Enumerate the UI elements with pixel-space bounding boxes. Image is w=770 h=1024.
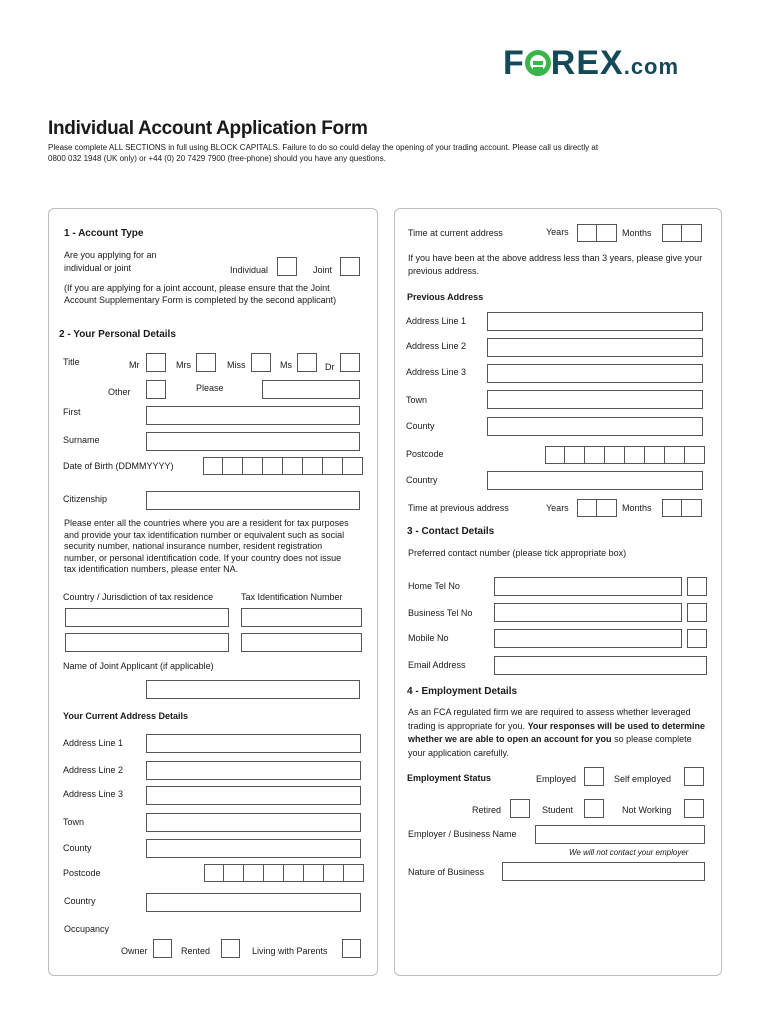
home-tel-label: Home Tel No — [408, 581, 460, 591]
section-2-heading: 2 - Your Personal Details — [59, 329, 176, 340]
surname-label: Surname — [63, 435, 100, 445]
rented-label: Rented — [181, 946, 211, 956]
no-contact-note: We will not contact your employer — [569, 848, 689, 857]
section-4-heading: 4 - Employment Details — [407, 686, 518, 697]
previous-address-heading: Previous Address — [407, 292, 484, 302]
time-current-years-input[interactable] — [577, 224, 617, 242]
preferred-contact-label: Preferred contact number (please tick appropriate box) — [408, 548, 627, 558]
tax-country-input-2[interactable] — [65, 633, 229, 652]
student-checkbox[interactable] — [584, 799, 604, 818]
first-name-input[interactable] — [146, 406, 360, 425]
email-label: Email Address — [408, 660, 466, 670]
first-name-label: First — [63, 407, 81, 417]
self-employed-checkbox[interactable] — [684, 767, 704, 786]
current-address-heading: Your Current Address Details — [63, 711, 189, 721]
mrs-checkbox[interactable] — [196, 353, 216, 372]
addr-line2-label: Address Line 2 — [63, 765, 124, 775]
logo-suffix: .com — [623, 54, 680, 79]
individual-label: Individual — [230, 265, 269, 275]
employment-status-label: Employment Status — [407, 773, 492, 783]
citizenship-input[interactable] — [146, 491, 360, 510]
country-input[interactable] — [146, 893, 361, 912]
employer-input[interactable] — [535, 825, 705, 844]
tin-input-2[interactable] — [241, 633, 362, 652]
employed-checkbox[interactable] — [584, 767, 604, 786]
addr-line3-label: Address Line 3 — [63, 789, 124, 799]
previous-address-note: If you have been at the above address less than 3 years, please give your previous address. — [408, 253, 703, 276]
dob-input[interactable] — [203, 457, 363, 475]
miss-label: Miss — [227, 360, 246, 370]
mobile-checkbox[interactable] — [687, 629, 707, 648]
email-input[interactable] — [494, 656, 707, 675]
prev-country-input[interactable] — [487, 471, 703, 490]
country-label: Country — [64, 896, 96, 906]
fca-para-c: so please complete your application carefully. — [408, 734, 692, 758]
business-tel-checkbox[interactable] — [687, 603, 707, 622]
town-input[interactable] — [146, 813, 361, 832]
prev-line1-input[interactable] — [487, 312, 703, 331]
surname-input[interactable] — [146, 432, 360, 451]
postcode-label: Postcode — [63, 868, 101, 878]
home-tel-checkbox[interactable] — [687, 577, 707, 596]
time-current-months-input[interactable] — [662, 224, 702, 242]
joint-checkbox[interactable] — [340, 257, 360, 276]
title-label: Title — [63, 357, 80, 367]
prev-line2-input[interactable] — [487, 338, 703, 357]
home-tel-input[interactable] — [494, 577, 682, 596]
mr-checkbox[interactable] — [146, 353, 166, 372]
self-employed-label: Self employed — [614, 774, 672, 784]
prev-line3-label: Address Line 3 — [406, 367, 467, 377]
fca-para-b: Your responses will be used to determine whether we are able to open an account for you — [408, 720, 705, 744]
other-title-input[interactable] — [262, 380, 360, 399]
ms-label: Ms — [280, 360, 292, 370]
rented-checkbox[interactable] — [221, 939, 240, 958]
business-tel-label: Business Tel No — [408, 608, 473, 618]
addr-line1-input[interactable] — [146, 734, 361, 753]
parents-label: Living with Parents — [252, 946, 328, 956]
joint-label: Joint — [313, 265, 333, 275]
county-input[interactable] — [146, 839, 361, 858]
postcode-input[interactable] — [204, 864, 364, 882]
owner-checkbox[interactable] — [153, 939, 172, 958]
mobile-input[interactable] — [494, 629, 682, 648]
fca-para-a: As an FCA regulated firm we are required to assess whether leveraged trading is appropriate for you. — [408, 707, 691, 731]
prev-line3-input[interactable] — [487, 364, 703, 383]
tax-country-input-1[interactable] — [65, 608, 229, 627]
forex-logo — [503, 44, 679, 83]
months-label: Months — [622, 228, 652, 238]
tin-label: Tax Identification Number — [241, 592, 343, 602]
months-label-2: Months — [622, 503, 652, 513]
county-label: County — [63, 843, 92, 853]
mobile-label: Mobile No — [408, 633, 449, 643]
country-tax-label: Country / Jurisdiction of tax residence — [63, 592, 214, 602]
parents-checkbox[interactable] — [342, 939, 361, 958]
individual-checkbox[interactable] — [277, 257, 297, 276]
not-working-label: Not Working — [622, 805, 672, 815]
dr-checkbox[interactable] — [340, 353, 360, 372]
time-prev-years-input[interactable] — [577, 499, 617, 517]
dob-label: Date of Birth (DDMMYYYY) — [63, 461, 174, 471]
other-label: Other — [108, 387, 131, 397]
forex-o-icon — [525, 50, 551, 76]
nature-label: Nature of Business — [408, 867, 485, 877]
years-label-2: Years — [546, 503, 569, 513]
account-type-question: Are you applying for an individual or joint — [64, 250, 157, 273]
prev-town-label: Town — [406, 395, 428, 405]
retired-checkbox[interactable] — [510, 799, 530, 818]
page-title: Individual Account Application Form — [48, 118, 368, 139]
mrs-label: Mrs — [176, 360, 191, 370]
prev-county-label: County — [406, 421, 435, 431]
tax-note: Please enter all the countries where you are a resident for tax purposes and provide your tax identification number or equivalent such as social security number, national insurance number, resident registration number, or personal identification code. If your country does not issue tax identification numbers, please enter NA. — [64, 518, 349, 575]
town-label: Town — [63, 817, 85, 827]
logo-letters-rex: REX — [550, 44, 624, 82]
nature-input[interactable] — [502, 862, 705, 881]
section-3-heading: 3 - Contact Details — [407, 526, 495, 537]
employed-label: Employed — [536, 774, 577, 784]
addr-line3-input[interactable] — [146, 786, 361, 805]
employer-label: Employer / Business Name — [408, 829, 517, 839]
joint-name-label: Name of Joint Applicant (if applicable) — [63, 661, 214, 671]
mr-label: Mr — [129, 360, 140, 370]
please-specify-label: Please — [196, 383, 224, 393]
logo-letter-f: F — [503, 44, 525, 82]
tin-input-1[interactable] — [241, 608, 362, 627]
occupancy-label: Occupancy — [64, 924, 110, 934]
intro-text: Please complete ALL SECTIONS in full using BLOCK CAPITALS. Failure to do so could delay the opening of your trading account. Please call us directly at 0800 032 1948 (UK only) or +44 (0) 20 7429 7900 (free-phone) should you have any questions. — [48, 143, 599, 163]
prev-postcode-input[interactable] — [545, 446, 705, 464]
addr-line1-label: Address Line 1 — [63, 738, 124, 748]
citizenship-label: Citizenship — [63, 494, 108, 504]
addr-line2-input[interactable] — [146, 761, 361, 780]
joint-note: (If you are applying for a joint account, please ensure that the Joint Account Supplementary Form is completed by the second applicant) — [64, 283, 337, 305]
dr-label: Dr — [325, 362, 335, 372]
prev-line2-label: Address Line 2 — [406, 341, 467, 351]
section-1-heading: 1 - Account Type — [64, 228, 144, 239]
prev-town-input[interactable] — [487, 390, 703, 409]
prev-line1-label: Address Line 1 — [406, 316, 467, 326]
owner-label: Owner — [121, 946, 148, 956]
student-label: Student — [542, 805, 574, 815]
time-prev-label: Time at previous address — [408, 503, 509, 513]
miss-checkbox[interactable] — [251, 353, 271, 372]
prev-country-label: Country — [406, 475, 438, 485]
fca-paragraph — [408, 706, 708, 760]
time-current-label: Time at current address — [408, 228, 503, 238]
business-tel-input[interactable] — [494, 603, 682, 622]
ms-checkbox[interactable] — [297, 353, 317, 372]
prev-postcode-label: Postcode — [406, 449, 444, 459]
other-checkbox[interactable] — [146, 380, 166, 399]
retired-label: Retired — [472, 805, 502, 815]
years-label: Years — [546, 227, 569, 237]
prev-county-input[interactable] — [487, 417, 703, 436]
not-working-checkbox[interactable] — [684, 799, 704, 818]
joint-name-input[interactable] — [146, 680, 360, 699]
time-prev-months-input[interactable] — [662, 499, 702, 517]
